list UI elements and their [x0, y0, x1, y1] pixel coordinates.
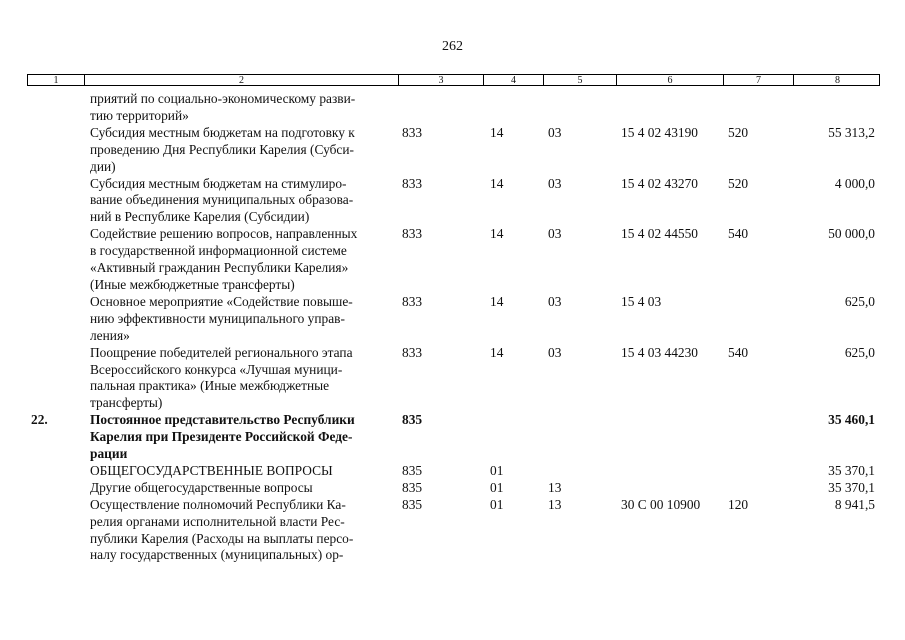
section-code: 14 — [490, 124, 504, 140]
row-number: 22. — [31, 412, 48, 428]
subsection-code: 03 — [548, 293, 562, 309]
expense-type-code: 540 — [728, 226, 749, 242]
table-row — [0, 480, 905, 497]
section-code: 14 — [490, 226, 504, 242]
header-col-3: 3 — [399, 75, 484, 86]
description-line: Содействие решению вопросов, направленных — [90, 226, 358, 242]
row-description — [90, 497, 390, 565]
subsection-code: 13 — [548, 496, 562, 512]
description-line: ления» — [90, 327, 130, 343]
description-line: нию эффективности муниципального управ- — [90, 310, 345, 326]
description-line: ОБЩЕГОСУДАРСТВЕННЫЕ ВОПРОСЫ — [90, 462, 333, 478]
section-code: 14 — [490, 175, 504, 191]
description-line: дии) — [90, 158, 116, 174]
description-line: вание объединения муниципальных образова- — [90, 192, 354, 208]
amount: 50 000,0 — [828, 226, 875, 242]
description-line: Субсидия местным бюджетам на стимулиро- — [90, 175, 347, 191]
row-description — [90, 91, 390, 125]
row-description — [90, 345, 390, 413]
table-row — [0, 412, 905, 463]
amount: 35 370,1 — [828, 462, 875, 478]
subsection-code: 03 — [548, 124, 562, 140]
expense-type-code: 540 — [728, 344, 749, 360]
page-number: 262 — [442, 39, 463, 54]
description-line: Поощрение победителей регионального этапа — [90, 344, 353, 360]
description-line: релия органами исполнительной власти Рес- — [90, 513, 345, 529]
target-article-code: 15 4 03 44230 — [621, 344, 698, 360]
amount: 625,0 — [844, 293, 875, 309]
ministry-code: 835 — [402, 412, 423, 428]
row-description — [90, 125, 390, 176]
header-col-6: 6 — [617, 75, 724, 86]
target-article-code: 15 4 02 44550 — [621, 226, 698, 242]
table-row — [0, 176, 905, 227]
target-article-code: 15 4 03 — [621, 293, 662, 309]
expense-type-code: 520 — [728, 124, 749, 140]
section-code: 14 — [490, 293, 504, 309]
description-line: публики Карелия (Расходы на выплаты персо- — [90, 530, 354, 546]
table-row — [0, 345, 905, 413]
subsection-code: 03 — [548, 175, 562, 191]
description-line: тию территорий» — [90, 107, 189, 123]
header-col-7: 7 — [724, 75, 794, 86]
description-line: Постоянное представительство Республики — [90, 412, 355, 428]
table-row — [0, 294, 905, 345]
ministry-code: 835 — [402, 462, 423, 478]
target-article-code: 15 4 02 43270 — [621, 175, 698, 191]
description-line: Карелия при Президенте Российской Феде- — [90, 429, 353, 445]
table-header-row — [27, 74, 880, 86]
description-line: приятий по социально-экономическому разви- — [90, 91, 356, 106]
row-description — [90, 480, 390, 497]
table-row — [0, 463, 905, 480]
description-line: «Активный гражданин Республики Карелия» — [90, 260, 349, 276]
subsection-code: 03 — [548, 344, 562, 360]
row-description — [90, 412, 390, 463]
ministry-code: 833 — [402, 293, 423, 309]
table-row — [0, 91, 905, 125]
description-line: Осуществление полномочий Республики Ка- — [90, 496, 346, 512]
row-description — [90, 226, 390, 294]
description-line: Другие общегосударственные вопросы — [90, 479, 313, 495]
amount: 35 370,1 — [828, 479, 875, 495]
description-line: ний в Республике Карелия (Субсидии) — [90, 209, 310, 225]
expense-type-code: 520 — [728, 175, 749, 191]
table-row — [0, 497, 905, 565]
section-code: 14 — [490, 344, 504, 360]
ministry-code: 833 — [402, 344, 423, 360]
ministry-code: 833 — [402, 124, 423, 140]
description-line: налу государственных (муниципальных) ор- — [90, 547, 344, 563]
header-col-1: 1 — [28, 75, 85, 86]
amount: 625,0 — [844, 344, 875, 360]
ministry-code: 833 — [402, 226, 423, 242]
row-description — [90, 463, 390, 480]
amount: 4 000,0 — [834, 175, 875, 191]
amount: 55 313,2 — [828, 124, 875, 140]
target-article-code: 30 С 00 10900 — [621, 496, 701, 512]
header-col-5: 5 — [544, 75, 617, 86]
description-line: (Иные межбюджетные трансферты) — [90, 276, 295, 292]
header-col-2: 2 — [85, 75, 399, 86]
description-line: пальная практика» (Иные межбюджетные — [90, 378, 330, 394]
table-body — [0, 91, 905, 564]
table-row — [0, 125, 905, 176]
description-line: в государственной информационной системе — [90, 243, 347, 259]
target-article-code: 15 4 02 43190 — [621, 124, 698, 140]
section-code: 01 — [490, 462, 504, 478]
row-description — [90, 176, 390, 227]
section-code: 01 — [490, 496, 504, 512]
section-code: 01 — [490, 479, 504, 495]
ministry-code: 835 — [402, 496, 423, 512]
subsection-code: 03 — [548, 226, 562, 242]
row-description — [90, 294, 390, 345]
description-line: Всероссийского конкурса «Лучшая муници- — [90, 361, 343, 377]
header-col-4: 4 — [484, 75, 544, 86]
amount: 8 941,5 — [834, 496, 875, 512]
ministry-code: 833 — [402, 175, 423, 191]
description-line: рации — [90, 446, 128, 462]
ministry-code: 835 — [402, 479, 423, 495]
expense-type-code: 120 — [728, 496, 749, 512]
description-line: проведению Дня Республики Карелия (Субси- — [90, 141, 354, 157]
description-line: трансферты) — [90, 395, 163, 411]
header-col-8: 8 — [835, 75, 840, 86]
description-line: Субсидия местным бюджетам на подготовку к — [90, 124, 355, 140]
table-row — [0, 226, 905, 294]
subsection-code: 13 — [548, 479, 562, 495]
description-line: Основное мероприятие «Содействие повыше- — [90, 293, 353, 309]
amount: 35 460,1 — [828, 412, 875, 428]
